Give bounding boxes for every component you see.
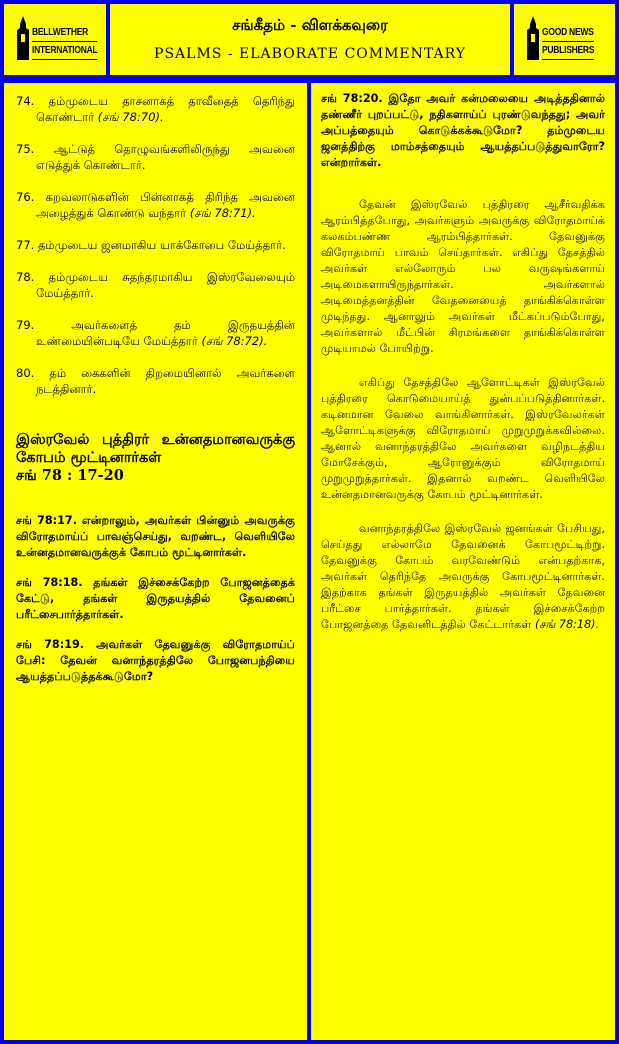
bellwether-logo [4,4,106,75]
scripture-paragraph: சங் 78:20. இதோ அவர் கன்மலையை அடித்ததினால் தண்ணீர் புறப்பட்டு, நதிகளாய்ப் புரண்டுவந்தது; அவர் அப்பத்தையும் கொடுக்கக்கூடுமோ? தம்முடைய ஜனத்திற்கு மாம்சத்தையும் ஆயத்தப்படுத்துவாரோ? என்றார்கள். [321,92,605,169]
logo-right-line2: PUBLISHERS [542,44,594,60]
section-heading [16,431,295,485]
verse-item: 74. தம்முடைய தாசனாகத் தாவீதைத் தெரிந்து கொண்டார் (சங் 78:70). [16,94,295,124]
scripture-paragraph: சங் 78:19. அவர்கள் தேவனுக்கு விரோதமாய்ப் பேசி: தேவன் வனாந்தரத்திலே போஜனபந்தியை ஆயத்தப்படுத்தக்கூடுமோ? [16,638,295,683]
verse-item: 78. தம்முடைய சுதந்தரமாகிய இஸ்ரவேலையும் மேய்த்தார். [16,270,295,300]
title-english: PSALMS - ELABORATE COMMENTARY [154,46,466,62]
verse-item: 76. கறவலாடுகளின் பின்னாகத் திரிந்த அவனை அழைத்துக் கொண்டு வந்தார் (சங் 78:71). [16,190,295,220]
commentary-paragraph: வனாந்தரத்திலே இஸ்ரவேல் ஜனங்கள் பேசியது, செய்தது எல்லாமே தேவனைக் கோபமூட்டிற்று. தேவனுக்கு கோபம் வரவேண்டும் என்பதற்காக, அவர்கள் தெரிந்தே அவருக்கு கோபமூட்டினார்கள். இதற்காக தங்கள் இருதயத்தில் அவர்கள் தேவனை பரீட்சை பார்த்தார்கள். தங்கள் இச்சைக்கேற்ற போஜனத்தை தேவனிடத்தில் கேட்டார்கள் (சங் 78:18). [321,522,605,631]
commentary-paragraph: எகிப்து தேசத்திலே ஆளோட்டிகள் இஸ்ரவேல் புத்திரரை கொடுமையாய்த் துன்பப்படுத்தினார்கள். கடினமான வேலை வாங்கினார்கள். இஸ்ரவேலர்கள் ஆளோட்டிகளுக்கு விரோதமாய் முறுமுறுக்கவில்லை. ஆனால் வனாந்தரத்திலே அவர்களை வழிநடத்திய மோசேக்கும், ஆரோனுக்கும் விரோதமாய் முறுமுறுத்தார்கள். இதனால் வறண்ட வெளியிலே உன்னதமானவருக்கு கோபம் மூட்டினார்கள். [321,376,605,501]
good-news-logo [514,4,615,75]
logo-left-line1: BELLWETHER [32,26,97,42]
logo-right-line1: GOOD NEWS [542,26,594,42]
tower-icon [522,14,544,64]
page-header [110,4,510,75]
section-ref: சங் 78 : 17-20 [16,467,124,484]
verse-item: 80. தம் கைகளின் திறமையினால் அவர்களை நடத்தினார். [16,366,295,396]
commentary-paragraph: தேவன் இஸ்ரவேல் புத்திரரை ஆசீர்வதிக்க ஆரம்பித்தபோது, அவர்களும் அவருக்கு விரோதமாய்க் கலகம்பண்ண ஆரம்பித்தார்கள். தேவனுக்கு விரோதமாய் பாவம் செய்தார்கள். எகிப்து தேசத்தில் அவர்கள் எல்லோரும் பல வருஷங்களாய் அடிமைகளாயிருந்தார்கள். அவர்களால் அடிமைத்தனத்தின் வேதனையைத் தாங்கிக்கொள்ள முடிந்தது. ஆனாலும் அவர்கள் மீட்கப்படும்போது, அவர்களால் மீட்பின் சிரமங்களை தாங்கிக்கொள்ள முடியாமல் போயிற்று. [321,198,605,355]
logo-left-line2: INTERNATIONAL [32,44,97,60]
right-column [311,83,615,1040]
title-tamil: சங்கீதம் - விளக்கவுரை [232,16,388,34]
scripture-paragraph: சங் 78:18. தங்கள் இச்சைக்கேற்ற போஜனத்தைக் கேட்டு, தங்கள் இருதயத்தில் தேவனைப் பரீட்சைபார்த்தார்கள். [16,576,295,621]
verse-item: 75. ஆட்டுத் தொழுவங்களிலிருந்து அவனை எடுத்துக் கொண்டார். [16,142,295,172]
section-heading-text: இஸ்ரவேல் புத்திரர் உன்னதமானவருக்கு கோபம் மூட்டினார்கள் [16,431,295,466]
verse-item: 79. அவர்களைத் தம் இருதயத்தின் உண்மையின்படியே மேய்த்தார் (சங் 78:72). [16,318,295,348]
scripture-paragraph: சங் 78:17. என்றாலும், அவர்கள் பின்னும் அவருக்கு விரோதமாய்ப் பாவஞ்செய்து, வறண்ட, வெளியிலே உன்னதமானவருக்குக் கோபம் மூட்டினார்கள். [16,514,295,559]
bell-tower-icon [12,14,34,64]
verse-item: 77. தம்முடைய ஜனமாகிய யாக்கோபை மேய்த்தார். [16,238,286,252]
left-column [4,83,307,1040]
